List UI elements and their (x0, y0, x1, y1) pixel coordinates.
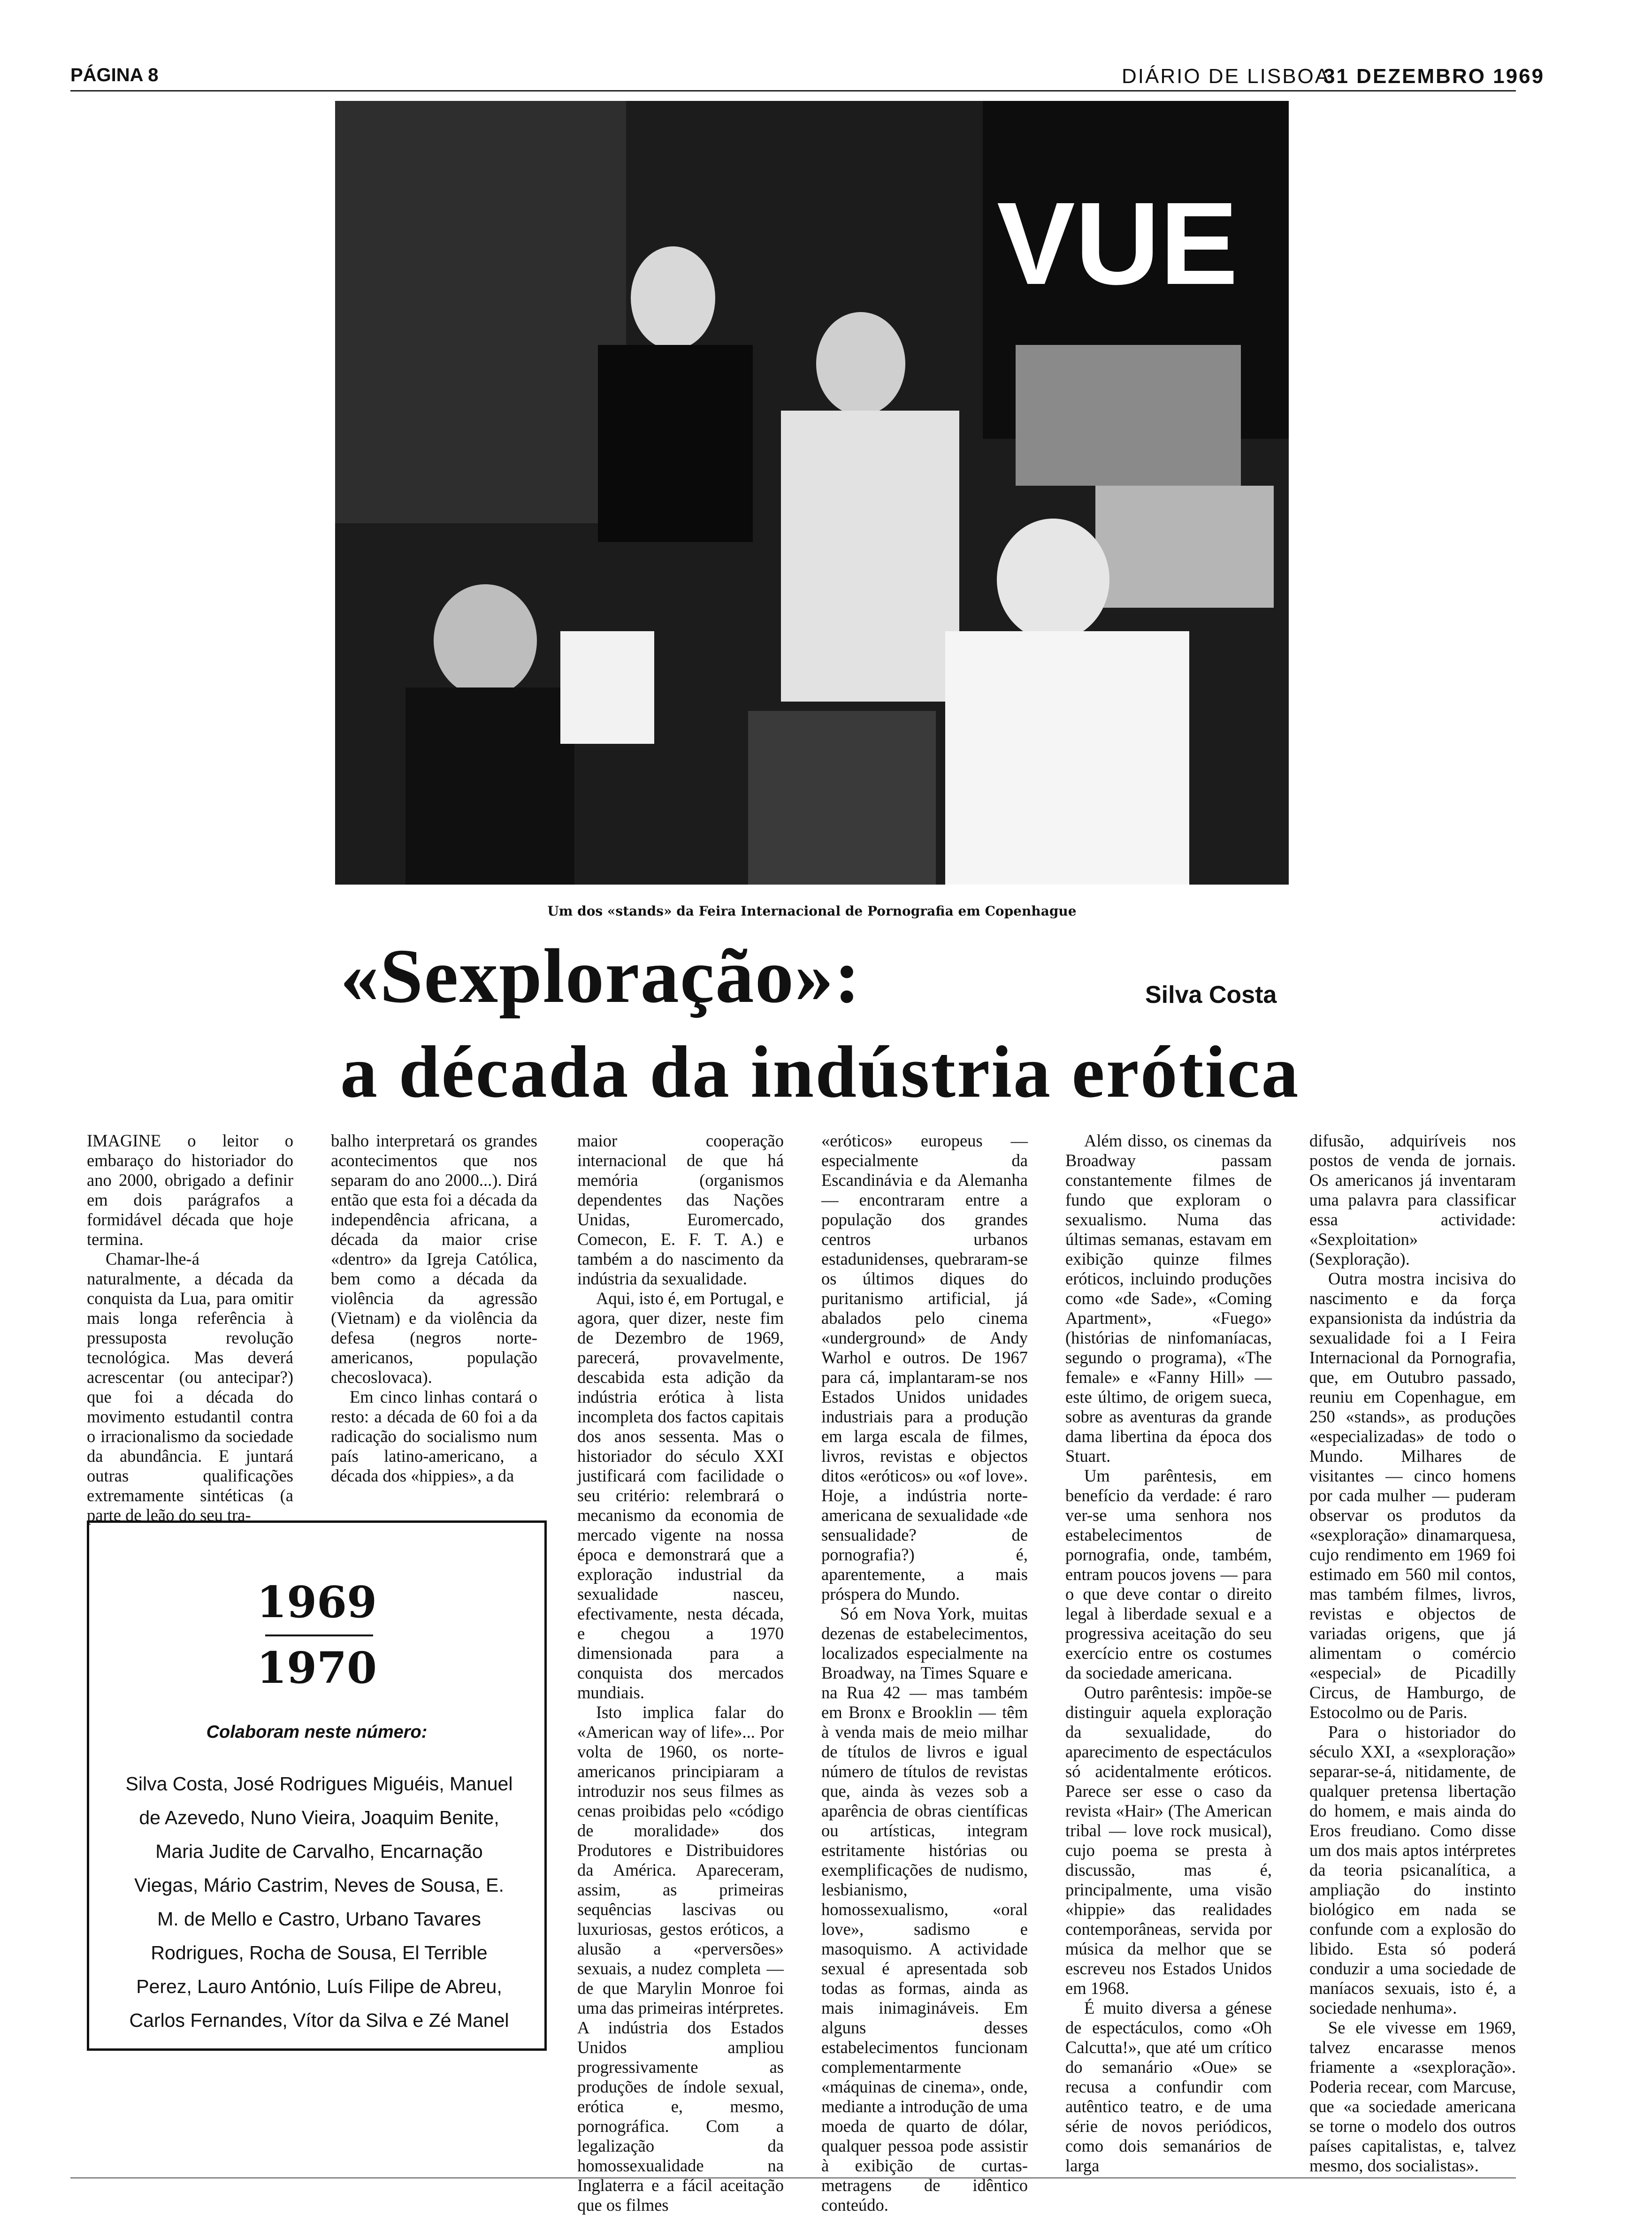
article-column-1 (87, 1131, 293, 1525)
article-paragraph: difusão, adquiríveis nos postos de venda de jornais. Os americanos já inventaram uma palavra para classificar essa actividade: «Sexploitation» (Sexploração). (1309, 1131, 1516, 1268)
article-paragraph: Outra mostra incisiva do nascimento e da força expansionista da indústria da sexualidade foi a I Feira Internacional da Pornografia, que, em Outubro passado, reuniu em Copenhague, em 250 «stands», as produções «especializadas» de todo o Mundo. Milhares de visitantes — cinco homens por cada mulher — puderam observar os produtos da «sexploração» dinamarquesa, cujo rendimento em 1969 foi estimado em 560 mil contos, mas também filmes, livros, revistas e objectos de variadas origens, que já alimentam o comércio «especial» de Picadilly Circus, de Hamburgo, de Estocolmo ou de Paris. (1309, 1269, 1516, 1722)
article-paragraph: maior cooperação internacional de que há memória (organismos dependentes das Nações Unidas, Euromercado, Comecon, E. F. T. A.) e também a do nascimento da indústria da sexualidade. (577, 1131, 784, 1288)
article-paragraph: Aqui, isto é, em Portugal, e agora, quer dizer, neste fim de Dezembro de 1969, parecerá, provavelmente, descabida esta adição da indústria erótica à lista incompleta dos factos capitais dos anos sessenta. Mas o historiador do século XXI justificará com facilidade o seu critério: relembrará o mecanismo da economia de mercado vigente na nossa época e demonstrará que a exploração industrial da sexualidade nasceu, efectivamente, nesta década, e chegou a 1970 dimensionada para a conquista dos mercados mundiais. (577, 1289, 784, 1702)
photo-caption: Um dos «stands» da Feira Internacional de Pornografia em Copenhague (547, 903, 1077, 919)
contributors-list: Silva Costa, José Rodrigues Miguéis, Manuel de Azevedo, Nuno Vieira, Joaquim Benite, Maria Judite de Carvalho, Encarnação Viegas, Mário Castrim, Neves de Sousa, E. M. de Mello e Castro, Urbano Tavares Rodrigues, Rocha de Sousa, El Terrible Perez, Lauro António, Luís Filipe de Abreu, Carlos Fernandes, Vítor da Silva e Zé Manel (125, 1773, 513, 2031)
photo-sign-text: VUE (997, 178, 1239, 309)
article-photo (335, 101, 1289, 885)
article-column-2 (331, 1131, 537, 1502)
photo-illustration (335, 101, 1289, 885)
article-paragraph: Outro parêntesis: impõe-se distinguir aquela exploração da sexualidade, do aparecimento de espectáculos só acidentalmente eróticos. Parece ser esse o caso da revista «Hair» (The American tribal — love rock musical), cujo poema se presta à discussão, mas é, principalmente, uma visão «hippie» das realidades contemporâneas, servida por música da melhor que se escreveu nos Estados Unidos em 1968. (1065, 1683, 1272, 1998)
issue-date: 31 DEZEMBRO 1969 (1323, 65, 1545, 88)
article-column-3 (577, 1131, 784, 2215)
year-1970: 1970 (256, 1642, 377, 1693)
header-rule (70, 90, 1516, 92)
article-paragraph: Além disso, os cinemas da Broadway passam constantemente filmes de fundo que exploram o sexualismo. Numa das últimas semanas, estavam em exibição quinze filmes eróticos, incluindo produções como «de Sade», «Coming Apartment», «Fuego» (histórias de ninfomaníacas, segundo o programa), «The female» e «Fanny Hill» — este último, de origem sueca, sobre as aventuras da grande dama libertina da época dos Stuart. (1065, 1131, 1272, 1466)
article-title-line1: «Sexploração»: (340, 933, 861, 1019)
article-paragraph: É muito diversa a génese de espectáculos, como «Oh Calcutta!», que até um crítico do semanário «Oue» se recusa a confundir com autêntico teatro, e de uma série de novos periódicos, como dois semanários de larga (1065, 1998, 1272, 2175)
year-divider (265, 1635, 373, 1636)
article-paragraph: IMAGINE o leitor o embaraço do historiador do ano 2000, obrigado a definir em dois parágrafos a formidável década que hoje termina. (87, 1131, 293, 1249)
year-1969: 1969 (256, 1577, 377, 1627)
article-paragraph: Só em Nova York, muitas dezenas de estabelecimentos, localizados especialmente na Broadway, na Times Square e na Rua 42 — mas também em Bronx e Brooklin — têm à venda mais de meio milhar de títulos de livros e igual número de títulos de revistas que, ainda às vezes sob a aparência de obras científicas ou artísticas, integram estritamente histórias ou exemplificações de nudismo, lesbianismo, homossexualismo, «oral love», sadismo e masoquismo. A actividade sexual é apresentada sob todas as formas, ainda as mais inimagináveis. Em alguns desses estabelecimentos funcionam complementarmente «máquinas de cinema», onde, mediante a introdução de uma moeda de quarto de dólar, qualquer pessoa pode assistir à exibição de curtas-metragens de idêntico conteúdo. (821, 1604, 1028, 2215)
article-paragraph: balho interpretará os grandes acontecimentos que nos separam do ano 2000...). Dirá então que esta foi a década da independência africana, a década da maior crise «dentro» da Igreja Católica, bem como a década da violência da agressão (Vietnam) e da violência da defesa (negros norte-americanos, população checoslovaca). (331, 1131, 537, 1387)
article-column-5 (1065, 1131, 1272, 2175)
contributors-heading: Colaboram neste número: (206, 1722, 428, 1742)
article-column-6 (1309, 1131, 1516, 2175)
page-label: PÁGINA 8 (70, 65, 159, 85)
article-byline: Silva Costa (1145, 981, 1277, 1008)
article-paragraph: «eróticos» europeus — especialmente da Escandinávia e da Alemanha — encontraram entre a população dos grandes centros urbanos estadunidenses, quebraram-se os últimos diques do puritanismo artificial, já abalados pelo cinema «underground» de Andy Warhol e outros. De 1967 para cá, implantaram-se nos Estados Unidos unidades industriais para a produção em larga escala de filmes, livros, revistas e objectos ditos «eróticos» ou «of love». Hoje, a indústria norte-americana de sexualidade «de sensualidade? de pornografia?) é, aparentemente, a mais próspera do Mundo. (821, 1131, 1028, 1604)
newspaper-name: DIÁRIO DE LISBOA (1122, 65, 1331, 88)
article-paragraph: Chamar-lhe-á naturalmente, a década da conquista da Lua, para omitir mais longa referência à pressuposta revolução tecnológica. Mas deverá acrescentar (ou antecipar?) que foi a década do movimento estudantil contra o irracionalismo da sociedade da abundância. E juntará outras qualificações extremamente sintéticas (a parte de leão do seu tra- (87, 1249, 293, 1525)
article-paragraph: Em cinco linhas contará o resto: a década de 60 foi a da radicação do socialismo num país latino-americano, a década dos «hippies», a da (331, 1387, 537, 1485)
article-column-4 (821, 1131, 1028, 2215)
article-title-line2: a década da indústria erótica (340, 1031, 1300, 1113)
article-paragraph: Para o historiador do século XXI, a «sexploração» separar-se-á, nitidamente, de qualquer pretensa libertação do homem, e mais ainda do Eros freudiano. Como disse um dos mais aptos intérpretes da teoria psicanalítica, a ampliação do instinto biológico em nada se confunde com a explosão do libido. Esta só poderá conduzir a uma sociedade de maníacos sexuais, isto é, a sociedade nenhuma». (1309, 1722, 1516, 2017)
article-paragraph: Um parêntesis, em benefício da verdade: é raro ver-se uma senhora nos estabelecimentos de pornografia, onde, também, entram poucos jovens — para o que deve contar o direito legal à liberdade sexual e a progressiva aceitação do seu exercício entre os costumes da sociedade americana. (1065, 1466, 1272, 1682)
contributors-box (87, 1520, 547, 2051)
bottom-rule (70, 2177, 1516, 2178)
article-paragraph: Isto implica falar do «American way of life»... Por volta de 1960, os norte-americanos principiaram a introduzir nos seus filmes as cenas proibidas pelo «código de moralidade» dos Produtores e Distribuidores da América. Apareceram, assim, as primeiras sequências lascivas ou luxuriosas, gestos eróticos, a alusão a «perversões» sexuais, a nudez completa — de que Marylin Monroe foi uma das primeiras intérpretes. A indústria dos Estados Unidos ampliou progressivamente as produções de índole sexual, erótica e, mesmo, pornográfica. Com a legalização da homossexualidade na Inglaterra e a fácil aceitação que os filmes (577, 1703, 784, 2215)
article-paragraph: Se ele vivesse em 1969, talvez encarasse menos friamente a «sexploração». Poderia recear, com Marcuse, que «a sociedade americana se torne o modelo dos outros países capitalistas, e, talvez mesmo, dos socialistas». (1309, 2018, 1516, 2175)
